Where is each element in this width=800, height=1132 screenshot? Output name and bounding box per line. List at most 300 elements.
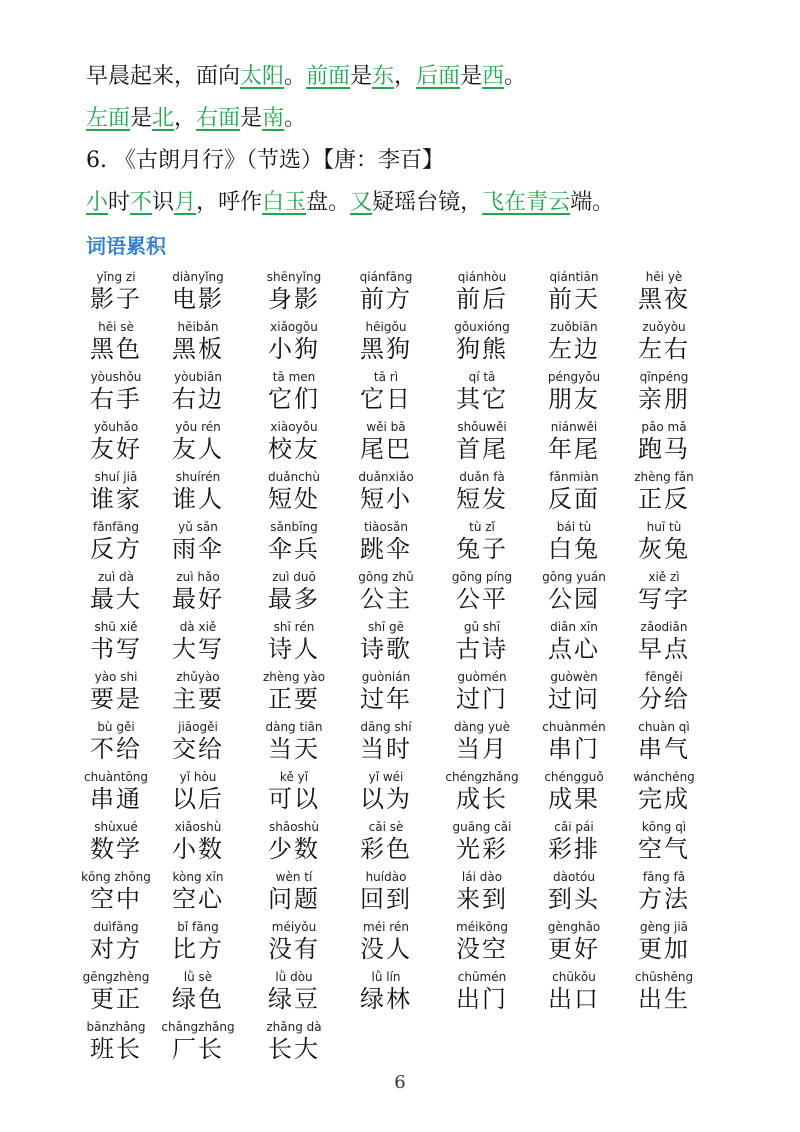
vocab-hanzi: 最好 xyxy=(172,585,224,613)
text-run: ， xyxy=(394,64,417,89)
vocab-pinyin: jiāogěi xyxy=(178,720,218,734)
vocab-word xyxy=(244,920,344,964)
vocab-pinyin: xiàoyǒu xyxy=(270,420,318,434)
vocab-hanzi: 绿林 xyxy=(360,985,412,1013)
vocab-pinyin: gēngzhèng xyxy=(82,970,150,984)
vocab-pinyin: gōng yuán xyxy=(542,570,606,584)
vocab-pinyin: shī gē xyxy=(367,620,404,634)
vocab-pinyin: zuì duō xyxy=(272,570,316,584)
vocab-hanzi: 绿色 xyxy=(172,985,224,1013)
vocab-word xyxy=(336,270,436,314)
vocab-word xyxy=(614,620,714,664)
vocab-pinyin: shǎoshù xyxy=(268,820,319,834)
vocab-pinyin: chuàntōng xyxy=(83,770,149,784)
vocab-pinyin: wěi bā xyxy=(366,420,406,434)
vocab-word xyxy=(614,870,714,914)
vocab-pinyin: lǜ dòu xyxy=(275,970,313,984)
vocab-row xyxy=(0,920,800,970)
vocab-word xyxy=(432,970,532,1014)
vocab-hanzi: 古诗 xyxy=(456,635,508,663)
vocab-hanzi: 更好 xyxy=(548,935,600,963)
vocab-hanzi: 彩排 xyxy=(548,835,600,863)
vocab-pinyin: shǒuwěi xyxy=(457,420,507,434)
vocab-hanzi: 比方 xyxy=(172,935,224,963)
vocab-pinyin: xiǎoshù xyxy=(174,820,222,834)
vocab-hanzi: 最大 xyxy=(90,585,142,613)
highlighted-word: 太阳 xyxy=(240,64,285,89)
vocab-hanzi: 身影 xyxy=(268,285,320,313)
vocab-pinyin: wánchéng xyxy=(633,770,695,784)
vocab-hanzi: 回到 xyxy=(360,885,412,913)
vocab-word xyxy=(432,370,532,414)
vocab-word xyxy=(148,520,248,564)
highlighted-word: 东 xyxy=(372,64,395,89)
vocab-pinyin: zhǎng dà xyxy=(266,1020,322,1034)
vocab-hanzi: 诗歌 xyxy=(360,635,412,663)
vocab-row xyxy=(0,820,800,870)
vocab-hanzi: 出生 xyxy=(638,985,690,1013)
vocab-hanzi: 左右 xyxy=(638,335,690,363)
vocab-pinyin: guòwèn xyxy=(550,670,598,684)
vocab-hanzi: 到头 xyxy=(548,885,600,913)
text-run: 是 xyxy=(240,106,263,131)
vocab-pinyin: kě yǐ xyxy=(279,770,309,784)
vocab-pinyin: yòubiān xyxy=(174,370,222,384)
vocab-hanzi: 前方 xyxy=(360,285,412,313)
vocab-pinyin: guāng cǎi xyxy=(452,820,512,834)
vocab-word xyxy=(614,770,714,814)
vocab-hanzi: 大写 xyxy=(172,635,224,663)
vocab-hanzi: 黑夜 xyxy=(638,285,690,313)
vocab-row xyxy=(0,870,800,920)
vocab-row xyxy=(0,720,800,770)
vocab-pinyin: chuànmén xyxy=(542,720,606,734)
text-run: 端。 xyxy=(570,190,615,215)
vocab-hanzi: 要是 xyxy=(90,685,142,713)
vocab-pinyin: shùxué xyxy=(94,820,138,834)
vocab-hanzi: 影子 xyxy=(90,285,142,313)
vocab-pinyin: chūshēng xyxy=(634,970,694,984)
vocab-pinyin: shū xiě xyxy=(94,620,138,634)
vocab-hanzi: 长大 xyxy=(268,1035,320,1063)
vocab-hanzi: 分给 xyxy=(638,685,690,713)
vocab-pinyin: kōng zhōng xyxy=(81,870,151,884)
vocab-row xyxy=(0,1020,800,1070)
vocab-word xyxy=(148,1020,248,1064)
vocab-word xyxy=(148,270,248,314)
vocab-pinyin: gènghǎo xyxy=(547,920,601,934)
vocab-pinyin: méiyǒu xyxy=(271,920,317,934)
vocab-hanzi: 过问 xyxy=(548,685,600,713)
vocab-word xyxy=(524,470,624,514)
vocab-word xyxy=(148,820,248,864)
vocab-pinyin: hēi yè xyxy=(645,270,683,284)
vocab-word xyxy=(148,470,248,514)
vocab-hanzi: 其它 xyxy=(456,385,508,413)
vocab-pinyin: duìfāng xyxy=(93,920,139,934)
highlighted-word: 不 xyxy=(130,190,153,215)
vocab-word xyxy=(614,820,714,864)
highlighted-word: 白玉 xyxy=(262,190,307,215)
vocab-hanzi: 少数 xyxy=(268,835,320,863)
vocab-hanzi: 正要 xyxy=(268,685,320,713)
vocab-word xyxy=(336,870,436,914)
vocab-pinyin: tā men xyxy=(272,370,316,384)
vocab-pinyin: tù zǐ xyxy=(469,520,495,534)
vocab-word xyxy=(336,370,436,414)
vocab-word xyxy=(524,670,624,714)
vocab-pinyin: chūmén xyxy=(457,970,507,984)
vocab-hanzi: 黑狗 xyxy=(360,335,412,363)
vocab-pinyin: cǎi sè xyxy=(368,820,404,834)
vocab-word xyxy=(614,920,714,964)
vocab-hanzi: 它们 xyxy=(268,385,320,413)
vocab-word xyxy=(336,420,436,464)
vocab-word xyxy=(524,770,624,814)
vocab-hanzi: 当天 xyxy=(268,735,320,763)
vocab-word xyxy=(524,720,624,764)
vocab-word xyxy=(614,420,714,464)
poem-line-2 xyxy=(86,104,306,134)
page-number: 6 xyxy=(394,1072,406,1093)
vocab-hanzi: 亲朋 xyxy=(638,385,690,413)
vocab-hanzi: 空心 xyxy=(172,885,224,913)
vocab-word xyxy=(336,720,436,764)
highlighted-word: 又 xyxy=(350,190,373,215)
vocab-pinyin: zuì dà xyxy=(97,570,135,584)
vocab-pinyin: sǎnbīng xyxy=(270,520,318,534)
vocab-pinyin: yǐ hòu xyxy=(179,770,217,784)
vocab-pinyin: chuàn qì xyxy=(638,720,690,734)
vocab-row xyxy=(0,470,800,520)
vocab-word xyxy=(336,770,436,814)
vocab-hanzi: 成长 xyxy=(456,785,508,813)
vocab-hanzi: 数学 xyxy=(90,835,142,863)
vocab-word xyxy=(614,370,714,414)
highlighted-word: 飞在青云 xyxy=(482,190,571,215)
text-run: ，呼作 xyxy=(196,190,263,215)
vocab-pinyin: chǎngzhǎng xyxy=(161,1020,235,1034)
vocab-hanzi: 出口 xyxy=(548,985,600,1013)
vocab-hanzi: 短发 xyxy=(456,485,508,513)
vocab-pinyin: fǎnmiàn xyxy=(549,470,599,484)
vocab-hanzi: 朋友 xyxy=(548,385,600,413)
vocab-pinyin: lǜ sè xyxy=(183,970,213,984)
vocab-hanzi: 首尾 xyxy=(456,435,508,463)
vocab-pinyin: guònián xyxy=(361,670,411,684)
vocab-hanzi: 前天 xyxy=(548,285,600,313)
vocab-pinyin: dàotóu xyxy=(553,870,595,884)
vocab-word xyxy=(336,820,436,864)
poem-title: 6. 《古朗月行》（节选）【唐：李百】 xyxy=(86,148,444,173)
vocab-hanzi: 空中 xyxy=(90,885,142,913)
vocab-hanzi: 伞兵 xyxy=(268,535,320,563)
vocab-word xyxy=(432,420,532,464)
vocab-hanzi: 诗人 xyxy=(268,635,320,663)
vocab-word xyxy=(432,670,532,714)
vocab-hanzi: 前后 xyxy=(456,285,508,313)
vocab-hanzi: 雨伞 xyxy=(172,535,224,563)
vocab-hanzi: 公园 xyxy=(548,585,600,613)
vocab-pinyin: dāng shí xyxy=(360,720,412,734)
vocab-word xyxy=(432,720,532,764)
vocab-word xyxy=(148,320,248,364)
vocab-pinyin: diànyǐng xyxy=(172,270,224,284)
vocab-hanzi: 串气 xyxy=(638,735,690,763)
vocab-hanzi: 右手 xyxy=(90,385,142,413)
vocab-hanzi: 早点 xyxy=(638,635,690,663)
text-run: 盘。 xyxy=(306,190,351,215)
vocab-word xyxy=(336,920,436,964)
vocab-pinyin: shēnyǐng xyxy=(266,270,322,284)
vocab-pinyin: diǎn xīn xyxy=(550,620,598,634)
vocab-hanzi: 厂长 xyxy=(172,1035,224,1063)
vocab-pinyin: kòng xīn xyxy=(172,870,224,884)
vocab-pinyin: guòmén xyxy=(457,670,507,684)
text-run: 是 xyxy=(130,106,153,131)
vocab-pinyin: duǎnchù xyxy=(268,470,320,484)
vocab-pinyin: shī rén xyxy=(273,620,315,634)
vocab-pinyin: gèng jiā xyxy=(639,920,689,934)
vocab-pinyin: pǎo mǎ xyxy=(641,420,687,434)
vocab-hanzi: 狗熊 xyxy=(456,335,508,363)
vocab-hanzi: 谁家 xyxy=(90,485,142,513)
vocab-word xyxy=(148,370,248,414)
vocab-word xyxy=(244,370,344,414)
vocab-pinyin: niánwěi xyxy=(550,420,598,434)
vocab-word xyxy=(336,520,436,564)
vocab-hanzi: 方法 xyxy=(638,885,690,913)
vocab-pinyin: bānzhǎng xyxy=(86,1020,146,1034)
vocab-word xyxy=(148,970,248,1014)
vocab-hanzi: 出门 xyxy=(456,985,508,1013)
vocab-pinyin: gōng píng xyxy=(451,570,513,584)
vocab-pinyin: péngyǒu xyxy=(547,370,601,384)
vocab-word xyxy=(524,320,624,364)
vocab-hanzi: 空气 xyxy=(638,835,690,863)
vocab-word xyxy=(524,420,624,464)
vocab-word xyxy=(614,320,714,364)
vocab-pinyin: bái tù xyxy=(556,520,592,534)
vocab-pinyin: yǒu rén xyxy=(175,420,221,434)
vocab-hanzi: 当时 xyxy=(360,735,412,763)
vocab-word xyxy=(148,920,248,964)
highlighted-word: 右面 xyxy=(196,106,241,131)
vocab-hanzi: 正反 xyxy=(638,485,690,513)
vocab-pinyin: yǒuhǎo xyxy=(93,420,139,434)
vocab-word xyxy=(244,470,344,514)
text-run: 早晨起来，面向 xyxy=(86,64,241,89)
vocab-word xyxy=(244,620,344,664)
vocab-word xyxy=(336,570,436,614)
vocab-row xyxy=(0,970,800,1020)
vocab-hanzi: 绿豆 xyxy=(268,985,320,1013)
vocab-hanzi: 问题 xyxy=(268,885,320,913)
vocab-hanzi: 没空 xyxy=(456,935,508,963)
vocab-hanzi: 最多 xyxy=(268,585,320,613)
vocab-hanzi: 可以 xyxy=(268,785,320,813)
vocab-pinyin: huī tù xyxy=(646,520,682,534)
vocab-row xyxy=(0,570,800,620)
vocab-hanzi: 主要 xyxy=(172,685,224,713)
vocab-word xyxy=(148,420,248,464)
section-heading: 词语累积 xyxy=(86,234,166,258)
vocab-word xyxy=(524,820,624,864)
vocab-pinyin: fǎnfāng xyxy=(93,520,139,534)
vocab-row xyxy=(0,620,800,670)
vocab-hanzi: 以后 xyxy=(172,785,224,813)
vocab-word xyxy=(244,670,344,714)
vocab-hanzi: 电影 xyxy=(172,285,224,313)
vocab-pinyin: qīnpéng xyxy=(639,370,689,384)
vocab-row xyxy=(0,270,800,320)
text-run: 是 xyxy=(350,64,373,89)
vocab-pinyin: bù gěi xyxy=(97,720,135,734)
vocab-hanzi: 灰兔 xyxy=(638,535,690,563)
vocab-pinyin: yǐng zi xyxy=(96,270,136,284)
vocab-row xyxy=(0,420,800,470)
vocab-word xyxy=(244,870,344,914)
vocab-pinyin: lái dào xyxy=(461,870,503,884)
vocab-pinyin: zuì hǎo xyxy=(176,570,220,584)
highlighted-word: 南 xyxy=(262,106,285,131)
vocab-word xyxy=(432,870,532,914)
vocab-pinyin: gǒuxióng xyxy=(454,320,510,334)
vocab-pinyin: duǎn fà xyxy=(459,470,505,484)
vocab-pinyin: dàng tiān xyxy=(265,720,323,734)
vocab-word xyxy=(614,720,714,764)
vocab-pinyin: hēibǎn xyxy=(177,320,219,334)
vocab-pinyin: qiánfāng xyxy=(359,270,413,284)
vocab-word xyxy=(336,970,436,1014)
vocab-hanzi: 来到 xyxy=(456,885,508,913)
vocab-word xyxy=(244,820,344,864)
vocab-hanzi: 友人 xyxy=(172,435,224,463)
vocab-word xyxy=(524,970,624,1014)
vocab-hanzi: 书写 xyxy=(90,635,142,663)
vocab-word xyxy=(432,270,532,314)
vocab-hanzi: 右边 xyxy=(172,385,224,413)
vocab-word xyxy=(244,270,344,314)
text-run: 是 xyxy=(460,64,483,89)
vocab-pinyin: zǎodiǎn xyxy=(640,620,688,634)
vocab-pinyin: yòushǒu xyxy=(90,370,142,384)
highlighted-word: 月 xyxy=(174,190,197,215)
vocab-pinyin: zhǔyào xyxy=(176,670,220,684)
vocab-pinyin: qiánhòu xyxy=(457,270,507,284)
vocab-hanzi: 写字 xyxy=(638,585,690,613)
vocab-pinyin: lǜ lín xyxy=(371,970,401,984)
vocab-pinyin: dà xiě xyxy=(179,620,217,634)
vocab-row xyxy=(0,370,800,420)
vocab-hanzi: 光彩 xyxy=(456,835,508,863)
vocab-pinyin: kōng qì xyxy=(641,820,687,834)
highlighted-word: 后面 xyxy=(416,64,461,89)
vocab-pinyin: duǎnxiǎo xyxy=(358,470,414,484)
vocab-word xyxy=(524,520,624,564)
vocab-word xyxy=(614,970,714,1014)
vocab-pinyin: fāng fǎ xyxy=(642,870,686,884)
vocab-pinyin: qí tā xyxy=(468,370,496,384)
vocab-pinyin: bǐ fāng xyxy=(177,920,219,934)
vocab-hanzi: 串通 xyxy=(90,785,142,813)
vocab-hanzi: 彩色 xyxy=(360,835,412,863)
vocab-row xyxy=(0,770,800,820)
vocab-hanzi: 校友 xyxy=(268,435,320,463)
vocab-word xyxy=(432,920,532,964)
vocab-word xyxy=(432,320,532,364)
vocab-word xyxy=(244,720,344,764)
highlighted-word: 西 xyxy=(482,64,505,89)
vocab-word xyxy=(148,620,248,664)
vocab-pinyin: xiǎogǒu xyxy=(270,320,318,334)
vocab-pinyin: hēi sè xyxy=(98,320,134,334)
vocab-hanzi: 更加 xyxy=(638,935,690,963)
text-run: 。 xyxy=(284,106,307,131)
vocab-word xyxy=(336,670,436,714)
vocab-hanzi: 它日 xyxy=(360,385,412,413)
vocab-word xyxy=(524,920,624,964)
vocab-hanzi: 没有 xyxy=(268,935,320,963)
vocab-hanzi: 交给 xyxy=(172,735,224,763)
vocab-hanzi: 不给 xyxy=(90,735,142,763)
vocab-hanzi: 白兔 xyxy=(548,535,600,563)
vocab-hanzi: 小狗 xyxy=(268,335,320,363)
vocab-hanzi: 以为 xyxy=(360,785,412,813)
highlighted-word: 左面 xyxy=(86,106,131,131)
vocab-word xyxy=(614,470,714,514)
vocab-word xyxy=(148,870,248,914)
vocab-pinyin: yǔ sǎn xyxy=(178,520,218,534)
vocab-word xyxy=(244,770,344,814)
vocab-hanzi: 短小 xyxy=(360,485,412,513)
vocab-hanzi: 反面 xyxy=(548,485,600,513)
vocab-word xyxy=(524,270,624,314)
vocab-hanzi: 成果 xyxy=(548,785,600,813)
vocab-hanzi: 友好 xyxy=(90,435,142,463)
vocab-pinyin: chéngzhǎng xyxy=(445,770,519,784)
vocab-hanzi: 过门 xyxy=(456,685,508,713)
vocab-hanzi: 班长 xyxy=(90,1035,142,1063)
vocab-pinyin: qiántiān xyxy=(549,270,599,284)
vocab-hanzi: 年尾 xyxy=(548,435,600,463)
vocab-hanzi: 短处 xyxy=(268,485,320,513)
vocab-pinyin: shuírén xyxy=(175,470,221,484)
vocab-hanzi: 小数 xyxy=(172,835,224,863)
text-run: 时 xyxy=(108,190,131,215)
vocab-word xyxy=(244,1020,344,1064)
vocab-word xyxy=(148,570,248,614)
vocab-word xyxy=(244,420,344,464)
vocab-pinyin: gǔ shī xyxy=(463,620,501,634)
vocab-row xyxy=(0,520,800,570)
vocab-hanzi: 黑板 xyxy=(172,335,224,363)
vocab-pinyin: chéngguǒ xyxy=(544,770,604,784)
vocab-word xyxy=(524,870,624,914)
vocab-word xyxy=(244,520,344,564)
vocab-word xyxy=(336,470,436,514)
vocab-word xyxy=(432,570,532,614)
vocab-pinyin: fēngěi xyxy=(645,670,683,684)
vocab-pinyin: shuí jiā xyxy=(94,470,138,484)
vocab-word xyxy=(524,370,624,414)
vocab-row xyxy=(0,320,800,370)
vocab-hanzi: 点心 xyxy=(548,635,600,663)
vocab-hanzi: 兔子 xyxy=(456,535,508,563)
vocab-hanzi: 左边 xyxy=(548,335,600,363)
vocab-word xyxy=(614,570,714,614)
vocab-pinyin: tā rì xyxy=(373,370,399,384)
